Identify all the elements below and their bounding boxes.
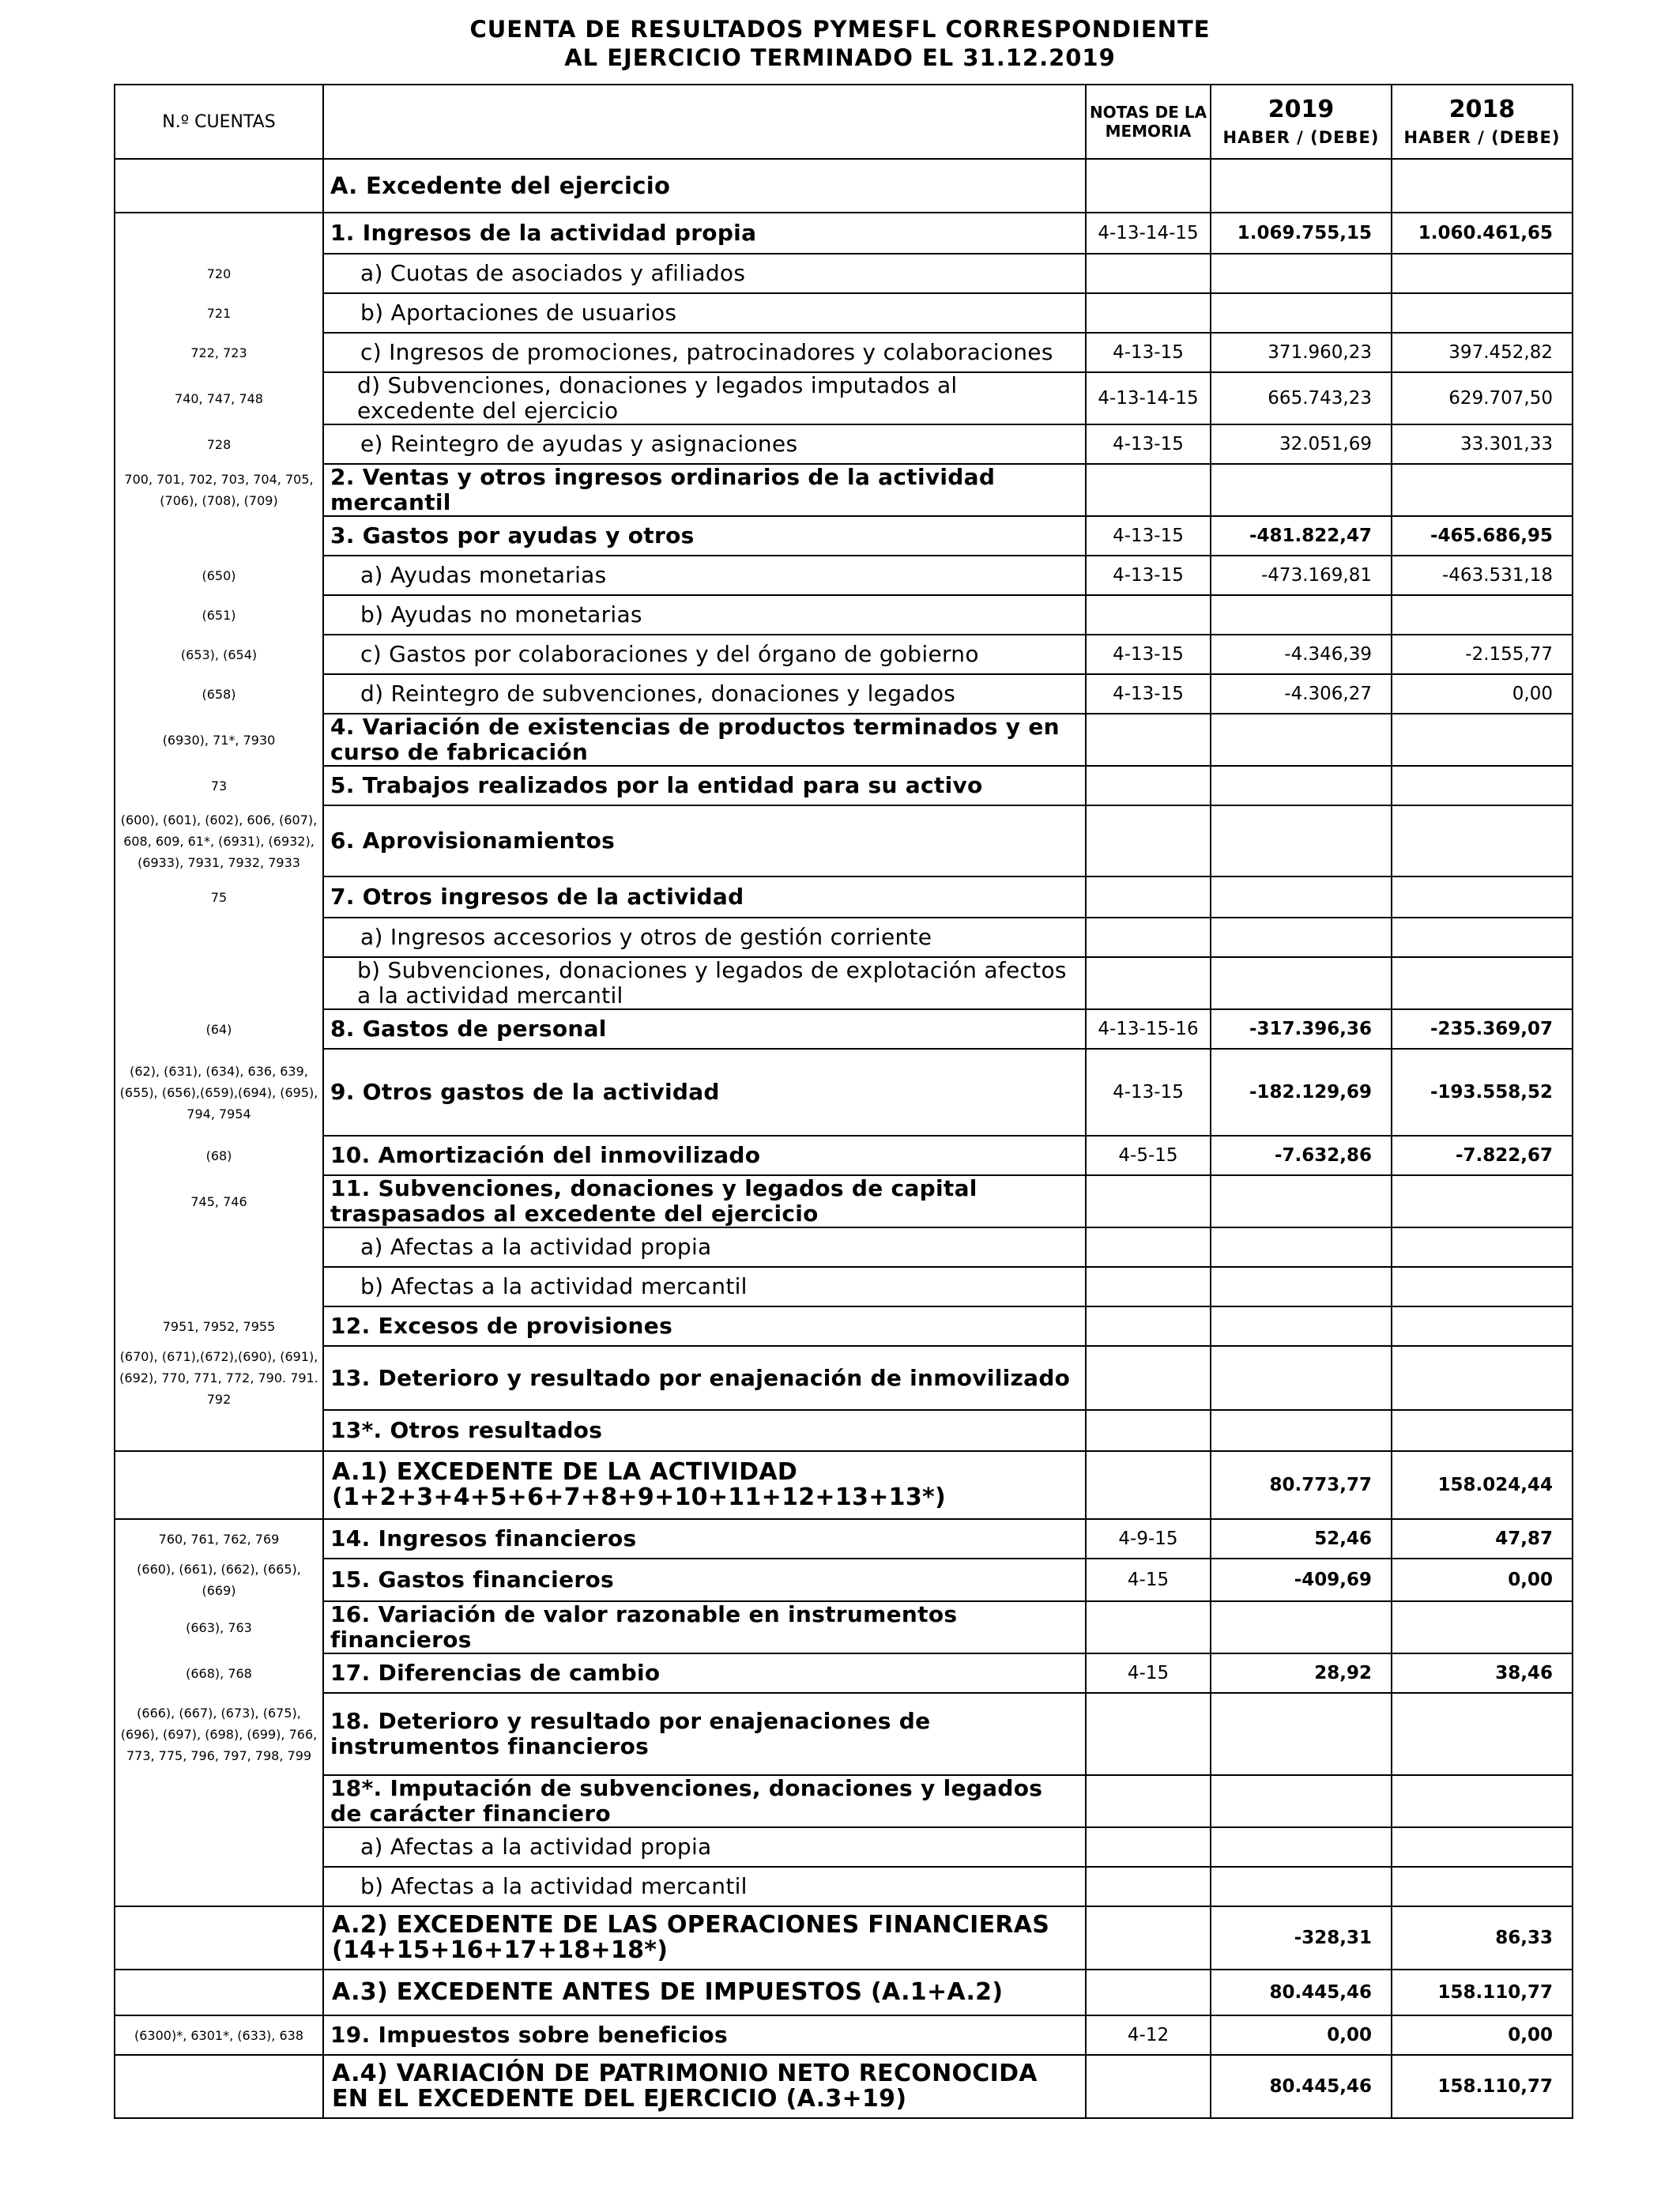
line-item-label: 5. Trabajos realizados por la entidad para su activo	[323, 766, 1086, 805]
amount-2019: 80.445,46	[1211, 1970, 1392, 2015]
line-item-label: 1. Ingresos de la actividad propia	[323, 213, 1086, 254]
amount-2019: -409,69	[1211, 1559, 1392, 1601]
amount-2019	[1211, 918, 1392, 957]
account-codes: (666), (667), (673), (675), (696), (697), (698), (699), 766, 773, 775, 796, 797, 798, 799	[115, 1693, 323, 1775]
header-cuentas: N.º CUENTAS	[115, 85, 323, 159]
notes-reference: 4-15	[1086, 1653, 1211, 1693]
amount-2019: 28,92	[1211, 1653, 1392, 1693]
amount-2018: 629.707,50	[1392, 372, 1573, 424]
line-item-label: 6. Aprovisionamientos	[323, 805, 1086, 876]
amount-2019	[1211, 1306, 1392, 1346]
table-row	[115, 1970, 1573, 2015]
table-row	[115, 1693, 1573, 1775]
table-row	[115, 1306, 1573, 1346]
amount-2019	[1211, 1827, 1392, 1867]
amount-2019	[1211, 1775, 1392, 1827]
account-codes: (650)	[115, 556, 323, 595]
header-haber-2018: HABER / (DEBE)	[1403, 128, 1561, 147]
line-item-label: A.1) EXCEDENTE DE LA ACTIVIDAD (1+2+3+4+5+6+7+8+9+10+11+12+13+13*)	[323, 1451, 1086, 1519]
amount-2018	[1392, 1827, 1573, 1867]
notes-reference: 4-13-14-15	[1086, 372, 1211, 424]
table-row	[115, 714, 1573, 766]
amount-2019	[1211, 464, 1392, 516]
account-codes	[115, 159, 323, 213]
notes-reference: 4-13-14-15	[1086, 213, 1211, 254]
notes-reference	[1086, 1410, 1211, 1451]
table-row	[115, 556, 1573, 595]
table-row	[115, 1346, 1573, 1410]
line-item-label: e) Reintegro de ayudas y asignaciones	[323, 424, 1086, 464]
amount-2019	[1211, 805, 1392, 876]
line-item-label: c) Ingresos de promociones, patrocinadores y colaboraciones	[323, 333, 1086, 372]
amount-2018	[1392, 595, 1573, 635]
amount-2019: -328,31	[1211, 1906, 1392, 1970]
account-codes: 720	[115, 254, 323, 293]
line-item-label: 10. Amortización del inmovilizado	[323, 1136, 1086, 1175]
amount-2018: 0,00	[1392, 674, 1573, 714]
table-row	[115, 254, 1573, 293]
amount-2018	[1392, 1267, 1573, 1306]
table-row	[115, 1175, 1573, 1227]
amount-2019: 371.960,23	[1211, 333, 1392, 372]
document-title-line2: AL EJERCICIO TERMINADO EL 31.12.2019	[564, 44, 1116, 71]
table-row	[115, 372, 1573, 424]
line-item-label: b) Afectas a la actividad mercantil	[323, 1267, 1086, 1306]
notes-reference: 4-5-15	[1086, 1136, 1211, 1175]
account-codes: 75	[115, 876, 323, 918]
account-codes	[115, 1970, 323, 2015]
line-item-label: A. Excedente del ejercicio	[323, 159, 1086, 213]
notes-reference	[1086, 918, 1211, 957]
notes-reference: 4-13-15	[1086, 424, 1211, 464]
account-codes: (600), (601), (602), 606, (607), 608, 609, 61*, (6931), (6932), (6933), 7931, 7932, 7933	[115, 805, 323, 876]
table-row	[115, 1227, 1573, 1267]
line-item-label: b) Afectas a la actividad mercantil	[323, 1867, 1086, 1906]
table-row	[115, 1867, 1573, 1906]
notes-reference	[1086, 595, 1211, 635]
amount-2018	[1392, 805, 1573, 876]
table-row	[115, 766, 1573, 805]
notes-reference	[1086, 1693, 1211, 1775]
amount-2018: 397.452,82	[1392, 333, 1573, 372]
amount-2019	[1211, 876, 1392, 918]
amount-2018: 33.301,33	[1392, 424, 1573, 464]
line-item-label: A.2) EXCEDENTE DE LAS OPERACIONES FINANCIERAS (14+15+16+17+18+18*)	[323, 1906, 1086, 1970]
amount-2019: 80.445,46	[1211, 2055, 1392, 2118]
notes-reference: 4-15	[1086, 1559, 1211, 1601]
amount-2018: 158.024,44	[1392, 1451, 1573, 1519]
line-item-label: b) Subvenciones, donaciones y legados de explotación afectos a la actividad mercantil	[323, 957, 1086, 1009]
account-codes	[115, 1267, 323, 1306]
account-codes: (658)	[115, 674, 323, 714]
notes-reference	[1086, 957, 1211, 1009]
notes-reference: 4-13-15	[1086, 516, 1211, 556]
amount-2019: -317.396,36	[1211, 1009, 1392, 1049]
amount-2019	[1211, 293, 1392, 333]
account-codes: 73	[115, 766, 323, 805]
table-row	[115, 1519, 1573, 1559]
account-codes	[115, 1227, 323, 1267]
notes-reference	[1086, 1775, 1211, 1827]
table-row	[115, 293, 1573, 333]
table-row	[115, 674, 1573, 714]
line-item-label: a) Ingresos accesorios y otros de gestión corriente	[323, 918, 1086, 957]
amount-2019	[1211, 714, 1392, 766]
header-year-2018: 2018	[1448, 96, 1516, 123]
amount-2018: 158.110,77	[1392, 1970, 1573, 2015]
notes-reference	[1086, 1867, 1211, 1906]
notes-reference	[1086, 293, 1211, 333]
amount-2018	[1392, 957, 1573, 1009]
line-item-label: 11. Subvenciones, donaciones y legados de capital traspasados al excedente del ejercicio	[323, 1175, 1086, 1227]
amount-2018	[1392, 714, 1573, 766]
notes-reference: 4-13-15	[1086, 556, 1211, 595]
amount-2018: 0,00	[1392, 2015, 1573, 2055]
notes-reference	[1086, 1906, 1211, 1970]
notes-reference	[1086, 1227, 1211, 1267]
account-codes	[115, 1867, 323, 1906]
notes-reference	[1086, 254, 1211, 293]
table-row	[115, 1267, 1573, 1306]
account-codes	[115, 1451, 323, 1519]
account-codes: 7951, 7952, 7955	[115, 1306, 323, 1346]
notes-reference	[1086, 766, 1211, 805]
amount-2019	[1211, 1346, 1392, 1410]
table-row	[115, 595, 1573, 635]
table-row	[115, 1136, 1573, 1175]
notes-reference	[1086, 714, 1211, 766]
line-item-label: 19. Impuestos sobre beneficios	[323, 2015, 1086, 2055]
amount-2018	[1392, 254, 1573, 293]
amount-2019	[1211, 159, 1392, 213]
account-codes	[115, 213, 323, 254]
line-item-label: d) Reintegro de subvenciones, donaciones y legados	[323, 674, 1086, 714]
table-row	[115, 1601, 1573, 1653]
line-item-label: d) Subvenciones, donaciones y legados imputados al excedente del ejercicio	[323, 372, 1086, 424]
account-codes: (660), (661), (662), (665), (669)	[115, 1559, 323, 1601]
amount-2019	[1211, 254, 1392, 293]
income-statement-table	[114, 84, 1573, 2119]
amount-2018: 0,00	[1392, 1559, 1573, 1601]
amount-2018	[1392, 1227, 1573, 1267]
amount-2018	[1392, 1693, 1573, 1775]
amount-2019: -473.169,81	[1211, 556, 1392, 595]
line-item-label: 2. Ventas y otros ingresos ordinarios de la actividad mercantil	[323, 464, 1086, 516]
header-notas: NOTAS DE LA MEMORIA	[1086, 85, 1211, 159]
account-codes	[115, 516, 323, 556]
table-row	[115, 1049, 1573, 1136]
notes-reference	[1086, 1267, 1211, 1306]
amount-2019	[1211, 766, 1392, 805]
table-row	[115, 1009, 1573, 1049]
table-row	[115, 2015, 1573, 2055]
account-codes: (6300)*, 6301*, (633), 638	[115, 2015, 323, 2055]
amount-2018: 1.060.461,65	[1392, 213, 1573, 254]
table-row	[115, 805, 1573, 876]
account-codes	[115, 1775, 323, 1827]
line-item-label: 16. Variación de valor razonable en instrumentos financieros	[323, 1601, 1086, 1653]
line-item-label: 13*. Otros resultados	[323, 1410, 1086, 1451]
amount-2019	[1211, 1175, 1392, 1227]
table-row	[115, 876, 1573, 918]
notes-reference	[1086, 2055, 1211, 2118]
line-item-label: 17. Diferencias de cambio	[323, 1653, 1086, 1693]
amount-2019: -7.632,86	[1211, 1136, 1392, 1175]
amount-2018	[1392, 159, 1573, 213]
notes-reference	[1086, 464, 1211, 516]
amount-2018: 158.110,77	[1392, 2055, 1573, 2118]
notes-reference	[1086, 1175, 1211, 1227]
notes-reference: 4-9-15	[1086, 1519, 1211, 1559]
account-codes: (62), (631), (634), 636, 639, (655), (656),(659),(694), (695), 794, 7954	[115, 1049, 323, 1136]
notes-reference	[1086, 876, 1211, 918]
amount-2019: 80.773,77	[1211, 1451, 1392, 1519]
amount-2019	[1211, 1410, 1392, 1451]
amount-2019: 665.743,23	[1211, 372, 1392, 424]
notes-reference: 4-13-15-16	[1086, 1009, 1211, 1049]
line-item-label: 15. Gastos financieros	[323, 1559, 1086, 1601]
account-codes: 740, 747, 748	[115, 372, 323, 424]
amount-2019: -4.346,39	[1211, 635, 1392, 674]
line-item-label: A.3) EXCEDENTE ANTES DE IMPUESTOS (A.1+A.2)	[323, 1970, 1086, 2015]
table-row	[115, 957, 1573, 1009]
header-2019	[1211, 85, 1392, 159]
amount-2019	[1211, 595, 1392, 635]
line-item-label: 12. Excesos de provisiones	[323, 1306, 1086, 1346]
line-item-label: 7. Otros ingresos de la actividad	[323, 876, 1086, 918]
amount-2019	[1211, 1267, 1392, 1306]
table-row	[115, 424, 1573, 464]
account-codes: (651)	[115, 595, 323, 635]
table-row	[115, 159, 1573, 213]
line-item-label: c) Gastos por colaboraciones y del órgano de gobierno	[323, 635, 1086, 674]
document-title-line1: CUENTA DE RESULTADOS PYMESFL CORRESPONDIENTE	[469, 16, 1211, 43]
account-codes	[115, 2055, 323, 2118]
header-row	[115, 85, 1573, 159]
line-item-label: A.4) VARIACIÓN DE PATRIMONIO NETO RECONOCIDA EN EL EXCEDENTE DEL EJERCICIO (A.3+19)	[323, 2055, 1086, 2118]
notes-reference: 4-13-15	[1086, 333, 1211, 372]
account-codes: 728	[115, 424, 323, 464]
notes-reference	[1086, 805, 1211, 876]
table-row	[115, 464, 1573, 516]
account-codes: 745, 746	[115, 1175, 323, 1227]
table-row	[115, 1451, 1573, 1519]
amount-2019: 32.051,69	[1211, 424, 1392, 464]
amount-2018	[1392, 918, 1573, 957]
amount-2018: -235.369,07	[1392, 1009, 1573, 1049]
line-item-label: 18*. Imputación de subvenciones, donaciones y legados de carácter financiero	[323, 1775, 1086, 1827]
header-haber-2019: HABER / (DEBE)	[1222, 128, 1380, 147]
notes-reference	[1086, 1346, 1211, 1410]
amount-2019	[1211, 957, 1392, 1009]
amount-2019: -182.129,69	[1211, 1049, 1392, 1136]
table-row	[115, 516, 1573, 556]
amount-2019	[1211, 1693, 1392, 1775]
line-item-label: 8. Gastos de personal	[323, 1009, 1086, 1049]
amount-2018	[1392, 293, 1573, 333]
amount-2018	[1392, 1175, 1573, 1227]
line-item-label: 14. Ingresos financieros	[323, 1519, 1086, 1559]
amount-2018	[1392, 876, 1573, 918]
notes-reference: 4-13-15	[1086, 635, 1211, 674]
notes-reference	[1086, 1970, 1211, 2015]
amount-2018: 38,46	[1392, 1653, 1573, 1693]
account-codes: (670), (671),(672),(690), (691), (692), 770, 771, 772, 790. 791. 792	[115, 1346, 323, 1410]
notes-reference: 4-13-15	[1086, 1049, 1211, 1136]
table-row	[115, 1653, 1573, 1693]
line-item-label: 13. Deterioro y resultado por enajenación de inmovilizado	[323, 1346, 1086, 1410]
account-codes: (64)	[115, 1009, 323, 1049]
account-codes: (663), 763	[115, 1601, 323, 1653]
line-item-label: 3. Gastos por ayudas y otros	[323, 516, 1086, 556]
amount-2018	[1392, 1306, 1573, 1346]
table-row	[115, 1410, 1573, 1451]
account-codes	[115, 1410, 323, 1451]
account-codes: (653), (654)	[115, 635, 323, 674]
amount-2019: 52,46	[1211, 1519, 1392, 1559]
amount-2019	[1211, 1601, 1392, 1653]
header-year-2019: 2019	[1268, 96, 1335, 123]
notes-reference: 4-13-15	[1086, 674, 1211, 714]
account-codes: (668), 768	[115, 1653, 323, 1693]
amount-2018	[1392, 1601, 1573, 1653]
notes-reference	[1086, 1827, 1211, 1867]
notes-reference	[1086, 1306, 1211, 1346]
line-item-label: a) Ayudas monetarias	[323, 556, 1086, 595]
amount-2019: -481.822,47	[1211, 516, 1392, 556]
line-item-label: a) Cuotas de asociados y afiliados	[323, 254, 1086, 293]
line-item-label: b) Aportaciones de usuarios	[323, 293, 1086, 333]
table-row	[115, 1775, 1573, 1827]
line-item-label: a) Afectas a la actividad propia	[323, 1827, 1086, 1867]
account-codes	[115, 1906, 323, 1970]
table-row	[115, 1827, 1573, 1867]
amount-2019	[1211, 1867, 1392, 1906]
line-item-label: b) Ayudas no monetarias	[323, 595, 1086, 635]
notes-reference	[1086, 159, 1211, 213]
notes-reference	[1086, 1601, 1211, 1653]
notes-reference: 4-12	[1086, 2015, 1211, 2055]
line-item-label: 4. Variación de existencias de productos terminados y en curso de fabricación	[323, 714, 1086, 766]
amount-2019: 0,00	[1211, 2015, 1392, 2055]
table-row	[115, 1559, 1573, 1601]
amount-2019	[1211, 1227, 1392, 1267]
amount-2018: -463.531,18	[1392, 556, 1573, 595]
table-row	[115, 2055, 1573, 2118]
header-2018	[1392, 85, 1573, 159]
amount-2018: -193.558,52	[1392, 1049, 1573, 1136]
table-row	[115, 635, 1573, 674]
amount-2018: -2.155,77	[1392, 635, 1573, 674]
amount-2018: -465.686,95	[1392, 516, 1573, 556]
table-row	[115, 213, 1573, 254]
account-codes	[115, 918, 323, 957]
header-blank	[323, 85, 1086, 159]
account-codes	[115, 957, 323, 1009]
line-item-label: a) Afectas a la actividad propia	[323, 1227, 1086, 1267]
amount-2019: -4.306,27	[1211, 674, 1392, 714]
table-row	[115, 333, 1573, 372]
account-codes	[115, 1827, 323, 1867]
amount-2018	[1392, 1867, 1573, 1906]
account-codes: 760, 761, 762, 769	[115, 1519, 323, 1559]
table-row	[115, 918, 1573, 957]
amount-2018	[1392, 464, 1573, 516]
amount-2018	[1392, 1346, 1573, 1410]
amount-2018: -7.822,67	[1392, 1136, 1573, 1175]
amount-2018	[1392, 1775, 1573, 1827]
account-codes: (68)	[115, 1136, 323, 1175]
account-codes: 721	[115, 293, 323, 333]
amount-2018: 86,33	[1392, 1906, 1573, 1970]
account-codes: 700, 701, 702, 703, 704, 705, (706), (708), (709)	[115, 464, 323, 516]
amount-2019: 1.069.755,15	[1211, 213, 1392, 254]
amount-2018	[1392, 1410, 1573, 1451]
line-item-label: 9. Otros gastos de la actividad	[323, 1049, 1086, 1136]
account-codes: (6930), 71*, 7930	[115, 714, 323, 766]
notes-reference	[1086, 1451, 1211, 1519]
line-item-label: 18. Deterioro y resultado por enajenaciones de instrumentos financieros	[323, 1693, 1086, 1775]
table-row	[115, 1906, 1573, 1970]
amount-2018: 47,87	[1392, 1519, 1573, 1559]
account-codes: 722, 723	[115, 333, 323, 372]
amount-2018	[1392, 766, 1573, 805]
